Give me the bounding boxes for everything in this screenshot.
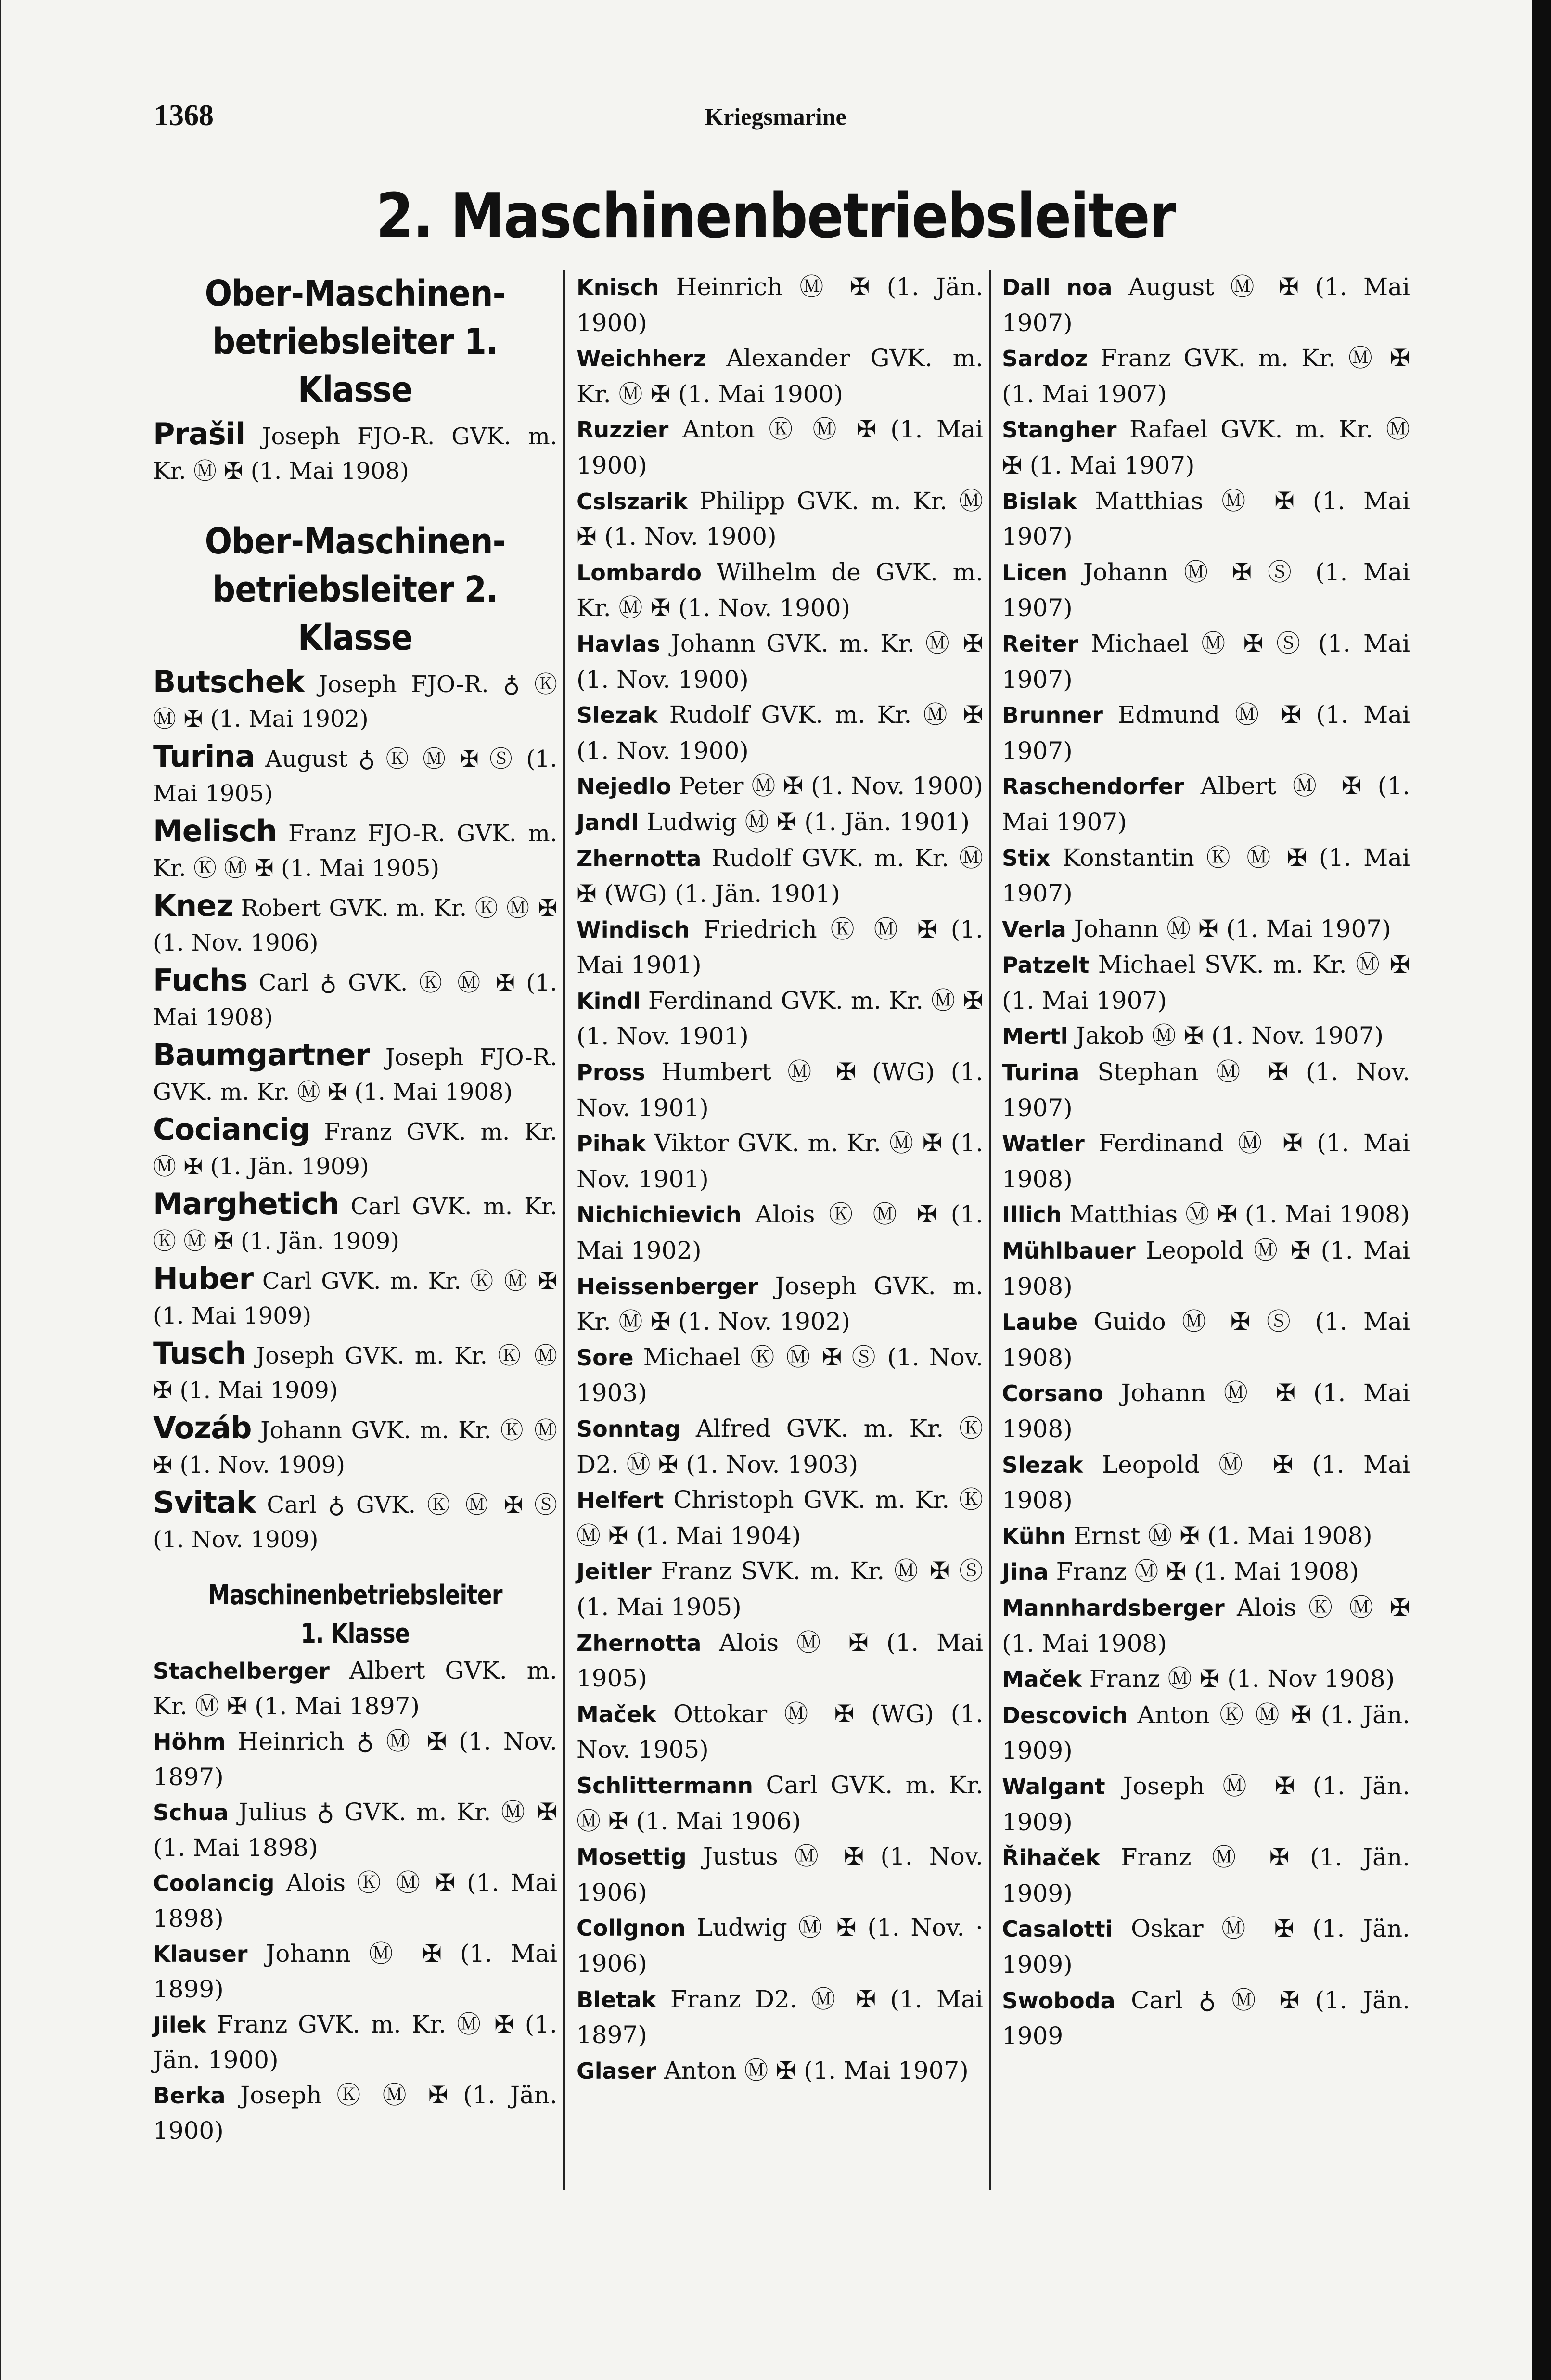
rank-heading-line: betriebsleiter 1. Klasse bbox=[212, 321, 498, 411]
entry-name: Sardoz bbox=[1002, 346, 1088, 372]
entry-name: Nichichievich bbox=[577, 1202, 742, 1228]
list-entry bbox=[1002, 1769, 1410, 1840]
column-divider bbox=[989, 270, 991, 2190]
entry-details: Julius ♁ GVK. m. Kr. Ⓜ ✠ (1. Mai 1898) bbox=[153, 1798, 557, 1862]
entry-name: Havlas bbox=[577, 630, 660, 657]
entry-name: Huber bbox=[153, 1261, 254, 1296]
list-entry bbox=[153, 1112, 557, 1184]
entry-name: Ruzzier bbox=[577, 417, 669, 443]
entry-details: Alexander GVK. m. Kr. Ⓜ ✠ (1. Mai 1900) bbox=[577, 344, 983, 408]
entry-name: Mosettig bbox=[577, 1844, 687, 1870]
list-entry bbox=[1002, 1304, 1410, 1376]
list-entry bbox=[577, 1340, 983, 1411]
entry-name: Höhm bbox=[153, 1729, 226, 1755]
entry-name: Stachelberger bbox=[153, 1658, 330, 1684]
entry-details: Franz FJO-R. GVK. m. Kr. Ⓚ Ⓜ ✠ (1. Mai 1905) bbox=[153, 820, 558, 882]
list-entry bbox=[1002, 1197, 1410, 1233]
section-title: 2. Maschinenbetriebsleiter bbox=[376, 180, 1175, 252]
entry-name: Glaser bbox=[577, 2058, 656, 2084]
list-entry bbox=[577, 1625, 983, 1697]
entry-details: Ottokar Ⓜ ✠ (WG) (1. Nov. 1905) bbox=[577, 1699, 983, 1764]
entry-details: Humbert Ⓜ ✠ (WG) (1. Nov. 1901) bbox=[577, 1058, 983, 1122]
list-entry bbox=[1002, 626, 1410, 697]
entry-name: Slezak bbox=[577, 702, 658, 729]
entry-details: Ferdinand Ⓜ ✠ (1. Mai 1908) bbox=[1002, 1129, 1410, 1193]
entry-name: Mannhardsberger bbox=[1002, 1595, 1225, 1621]
list-entry bbox=[153, 2007, 557, 2078]
rank-heading-line: Ober-Maschinen- bbox=[205, 521, 506, 562]
entry-details: Alois Ⓚ Ⓜ ✠ (1. Mai 1908) bbox=[1002, 1593, 1410, 1658]
entry-name: Weichherz bbox=[577, 346, 706, 372]
list-entry bbox=[577, 1697, 983, 1768]
entry-details: August ♁ Ⓚ Ⓜ ✠ Ⓢ (1. Mai 1905) bbox=[153, 746, 557, 807]
rank-group-list bbox=[153, 1653, 557, 2148]
entry-details: Viktor GVK. m. Kr. Ⓜ ✠ (1. Nov. 1901) bbox=[577, 1129, 983, 1193]
rank-heading bbox=[190, 1576, 521, 1653]
entry-name: Klauser bbox=[153, 1941, 248, 1967]
entry-details: Alois Ⓚ Ⓜ ✠ (1. Mai 1898) bbox=[153, 1869, 557, 1932]
list-entry bbox=[1002, 1983, 1410, 2054]
entry-details: Anton Ⓚ Ⓜ ✠ (1. Mai 1900) bbox=[577, 415, 983, 479]
entry-name: Slezak bbox=[1002, 1452, 1083, 1478]
entry-details: Wilhelm de GVK. m. Kr. Ⓜ ✠ (1. Nov. 1900) bbox=[577, 558, 983, 622]
rank-heading-line: Maschinenbetriebsleiter bbox=[208, 1580, 502, 1611]
list-entry bbox=[577, 1411, 983, 1482]
entry-details: Johann Ⓜ ✠ (1. Mai 1899) bbox=[153, 1940, 557, 2003]
entry-details: Joseph GVK. m. Kr. Ⓚ Ⓜ ✠ (1. Mai 1909) bbox=[153, 1342, 557, 1404]
entry-name: Vozáb bbox=[153, 1410, 252, 1445]
entry-name: Turina bbox=[1002, 1059, 1080, 1086]
entry-details: Franz D2. Ⓜ ✠ (1. Mai 1897) bbox=[577, 1985, 983, 2049]
list-entry bbox=[577, 626, 983, 697]
entry-details: Philipp GVK. m. Kr. Ⓜ ✠ (1. Nov. 1900) bbox=[577, 487, 983, 551]
entry-details: Franz SVK. m. Kr. Ⓜ ✠ Ⓢ (1. Mai 1905) bbox=[577, 1557, 983, 1621]
entry-name: Jeitler bbox=[577, 1558, 652, 1585]
list-entry bbox=[1002, 1661, 1410, 1698]
entry-details: Albert Ⓜ ✠ (1. Mai 1907) bbox=[1002, 772, 1410, 836]
entry-details: Stephan Ⓜ ✠ (1. Nov. 1907) bbox=[1002, 1058, 1410, 1122]
list-entry bbox=[577, 270, 983, 341]
entry-name: Mühlbauer bbox=[1002, 1238, 1136, 1264]
entry-details: Justus Ⓜ ✠ (1. Nov. 1906) bbox=[577, 1842, 983, 1906]
entry-details: Alfred GVK. m. Kr. Ⓚ D2. Ⓜ ✠ (1. Nov. 1903) bbox=[577, 1415, 983, 1479]
entry-details: Edmund Ⓜ ✠ (1. Mai 1907) bbox=[1002, 701, 1410, 765]
entry-details: Carl ♁ GVK. Ⓚ Ⓜ ✠ Ⓢ (1. Nov. 1909) bbox=[153, 1492, 557, 1553]
entry-name: Stangher bbox=[1002, 417, 1117, 443]
list-entry bbox=[1002, 1233, 1410, 1304]
list-entry bbox=[577, 805, 983, 841]
entry-name: Descovich bbox=[1002, 1702, 1128, 1728]
entry-name: Maček bbox=[1002, 1666, 1082, 1693]
entry-details: Joseph FJO-R. GVK. m. Kr. Ⓜ ✠ (1. Mai 1908) bbox=[153, 1044, 557, 1106]
entry-details: Anton Ⓚ Ⓜ ✠ (1. Jän. 1909) bbox=[1002, 1700, 1410, 1765]
list-entry bbox=[1002, 412, 1410, 483]
entry-name: Tusch bbox=[153, 1336, 246, 1371]
entry-details: Alois Ⓚ Ⓜ ✠ (1. Mai 1902) bbox=[577, 1200, 983, 1265]
entry-details: Joseph FJO-R. ♁ Ⓚ Ⓜ ✠ (1. Mai 1902) bbox=[153, 671, 557, 733]
rank-heading-line: Ober-Maschinen- bbox=[205, 273, 506, 314]
entry-name: Bletak bbox=[577, 1986, 656, 2013]
entry-details: Carl ♁ Ⓜ ✠ (1. Jän. 1909 bbox=[1002, 1986, 1410, 2050]
list-entry bbox=[577, 1768, 983, 1839]
entry-details: Franz Ⓜ ✠ (1. Mai 1908) bbox=[1056, 1557, 1359, 1586]
entry-name: Raschendorfer bbox=[1002, 773, 1184, 800]
list-entry bbox=[577, 769, 983, 805]
entry-details: Anton Ⓜ ✠ (1. Mai 1907) bbox=[664, 2056, 969, 2084]
list-entry bbox=[1002, 341, 1410, 412]
rank-heading bbox=[173, 517, 537, 662]
entry-name: Casalotti bbox=[1002, 1916, 1113, 1943]
entry-details: Albert GVK. m. Kr. Ⓜ ✠ (1. Mai 1897) bbox=[153, 1657, 557, 1720]
list-entry bbox=[153, 1187, 557, 1259]
entry-name: Reiter bbox=[1002, 630, 1078, 657]
column-2 bbox=[577, 270, 983, 2089]
list-entry bbox=[153, 1653, 557, 1724]
entry-details: Johann GVK. m. Kr. Ⓜ ✠ (1. Nov. 1900) bbox=[577, 629, 983, 694]
entry-details: Konstantin Ⓚ Ⓜ ✠ (1. Mai 1907) bbox=[1002, 843, 1410, 908]
entry-name: Laube bbox=[1002, 1309, 1078, 1336]
list-entry bbox=[1002, 1018, 1410, 1055]
column-divider bbox=[563, 270, 565, 2190]
list-entry bbox=[1002, 1126, 1410, 1197]
list-entry bbox=[577, 412, 983, 483]
entry-name: Licen bbox=[1002, 559, 1068, 586]
entry-details: August Ⓜ ✠ (1. Mai 1907) bbox=[1002, 273, 1410, 337]
entry-details: Guido Ⓜ ✠ Ⓢ (1. Mai 1908) bbox=[1002, 1308, 1410, 1372]
entry-details: Franz GVK. m. Kr. Ⓜ ✠ (1. Jän. 1909) bbox=[153, 1119, 558, 1180]
entry-name: Jandl bbox=[577, 809, 639, 836]
entry-details: Leopold Ⓜ ✠ (1. Mai 1908) bbox=[1002, 1450, 1410, 1515]
list-entry bbox=[1002, 484, 1410, 555]
entry-details: Franz Ⓜ ✠ (1. Jän. 1909) bbox=[1002, 1843, 1410, 1907]
list-entry bbox=[577, 1910, 983, 1981]
entry-details: Peter Ⓜ ✠ (1. Nov. 1900) bbox=[679, 772, 983, 800]
entry-details: Michael SVK. m. Kr. Ⓜ ✠ (1. Mai 1907) bbox=[1002, 951, 1410, 1015]
entry-details: Oskar Ⓜ ✠ (1. Jän. 1909) bbox=[1002, 1915, 1410, 1979]
entry-name: Maček bbox=[577, 1701, 656, 1727]
scan-edge-right bbox=[1532, 0, 1551, 2380]
entry-name: Swoboda bbox=[1002, 1987, 1115, 2014]
rank-heading-line: betriebsleiter 2. Klasse bbox=[212, 569, 498, 658]
entry-name: Zhernotta bbox=[577, 1630, 702, 1656]
entry-details: Franz GVK. m. Kr. Ⓜ ✠ (1. Mai 1907) bbox=[1002, 344, 1410, 408]
column-3 bbox=[1002, 270, 1410, 2054]
list-entry bbox=[153, 1795, 557, 1865]
list-entry bbox=[577, 341, 983, 412]
list-entry bbox=[153, 814, 557, 886]
list-entry bbox=[153, 1261, 557, 1333]
entry-name: Schlittermann bbox=[577, 1772, 754, 1799]
list-entry bbox=[1002, 1376, 1410, 1447]
list-entry bbox=[1002, 840, 1410, 912]
entry-name: Watler bbox=[1002, 1131, 1085, 1157]
entry-details: Matthias Ⓜ ✠ (1. Mai 1908) bbox=[1069, 1200, 1410, 1229]
entry-name: Cslszarik bbox=[577, 488, 688, 515]
entry-name: Coolancig bbox=[153, 1870, 275, 1896]
entry-name: Collgnon bbox=[577, 1915, 686, 1942]
entry-details: Franz Ⓜ ✠ (1. Nov 1908) bbox=[1089, 1665, 1395, 1693]
entry-details: Rudolf GVK. m. Kr. Ⓜ ✠ (1. Nov. 1900) bbox=[577, 701, 983, 765]
entry-name: Jilek bbox=[153, 2012, 206, 2038]
list-entry bbox=[1002, 270, 1410, 341]
list-entry bbox=[153, 1038, 557, 1109]
list-entry bbox=[1002, 947, 1410, 1018]
entry-name: Helfert bbox=[577, 1487, 664, 1514]
list-entry bbox=[577, 1482, 983, 1554]
list-entry bbox=[1002, 697, 1410, 769]
entry-name: Nejedlo bbox=[577, 773, 671, 800]
entry-name: Berka bbox=[153, 2083, 226, 2109]
list-entry bbox=[577, 1055, 983, 1126]
list-entry bbox=[153, 739, 557, 811]
entry-name: Pross bbox=[577, 1059, 645, 1086]
entry-name: Illich bbox=[1002, 1202, 1062, 1228]
list-entry bbox=[1002, 1698, 1410, 1769]
entry-details: Joseph GVK. m. Kr. Ⓜ ✠ (1. Nov. 1902) bbox=[577, 1272, 983, 1336]
entry-name: Lombardo bbox=[577, 559, 702, 586]
rank-group-list bbox=[153, 665, 557, 1557]
entry-details: Ludwig Ⓜ ✠ (1. Nov. · 1906) bbox=[577, 1914, 983, 1978]
entry-details: Johann Ⓜ ✠ (1. Mai 1908) bbox=[1002, 1379, 1410, 1443]
list-entry bbox=[153, 963, 557, 1035]
entry-name: Jina bbox=[1002, 1559, 1049, 1585]
list-entry bbox=[1002, 1447, 1410, 1518]
entry-name: Pihak bbox=[577, 1131, 646, 1157]
list-entry bbox=[1002, 769, 1410, 840]
entry-name: Heissenberger bbox=[577, 1273, 758, 1299]
entry-details: Michael Ⓚ Ⓜ ✠ Ⓢ (1. Nov. 1903) bbox=[577, 1343, 983, 1407]
entry-details: Alois Ⓜ ✠ (1. Mai 1905) bbox=[577, 1628, 983, 1693]
entry-details: Ernst Ⓜ ✠ (1. Mai 1908) bbox=[1074, 1521, 1372, 1550]
list-entry bbox=[153, 2078, 557, 2148]
list-entry bbox=[577, 1269, 983, 1340]
list-entry bbox=[1002, 1911, 1410, 1982]
entry-details: Heinrich ♁ Ⓜ ✠ (1. Nov. 1897) bbox=[153, 1727, 557, 1791]
entry-name: Turina bbox=[153, 739, 255, 774]
entry-details: Ferdinand GVK. m. Kr. Ⓜ ✠ (1. Nov. 1901) bbox=[577, 986, 983, 1051]
entry-name: Svitak bbox=[153, 1485, 256, 1520]
list-entry bbox=[1002, 1840, 1410, 1911]
entry-name: Sore bbox=[577, 1344, 634, 1371]
entry-name: Mertl bbox=[1002, 1023, 1068, 1050]
entry-name: Kühn bbox=[1002, 1523, 1066, 1549]
list-entry bbox=[577, 1197, 983, 1268]
entry-name: Kindl bbox=[577, 988, 641, 1014]
entry-name: Knisch bbox=[577, 274, 659, 300]
list-entry bbox=[577, 555, 983, 626]
entry-details: Christoph GVK. m. Kr. Ⓚ Ⓜ ✠ (1. Mai 1904) bbox=[577, 1486, 983, 1550]
entry-details: Franz GVK. m. Kr. Ⓜ ✠ (1. Jän. 1900) bbox=[153, 2010, 557, 2074]
list-entry bbox=[153, 1336, 557, 1408]
list-entry bbox=[577, 2053, 983, 2089]
list-entry bbox=[153, 1865, 557, 1936]
list-entry bbox=[153, 417, 557, 489]
entry-name: Knez bbox=[153, 888, 233, 923]
list-entry bbox=[577, 841, 983, 912]
entry-name: Verla bbox=[1002, 916, 1066, 942]
entry-name: Dall noa bbox=[1002, 274, 1113, 300]
list-entry bbox=[153, 1936, 557, 2007]
entry-name: Windisch bbox=[577, 916, 690, 943]
entry-name: Bislak bbox=[1002, 488, 1077, 515]
list-entry bbox=[577, 484, 983, 555]
entry-details: Johann GVK. m. Kr. Ⓚ Ⓜ ✠ (1. Nov. 1909) bbox=[153, 1417, 557, 1479]
entry-details: Joseph Ⓜ ✠ (1. Jän. 1909) bbox=[1002, 1772, 1410, 1836]
entry-name: Prašil bbox=[153, 416, 245, 451]
entry-name: Melisch bbox=[153, 813, 277, 849]
entry-details: Carl GVK. m. Kr. Ⓜ ✠ (1. Mai 1906) bbox=[577, 1771, 983, 1835]
list-entry bbox=[577, 912, 983, 983]
list-entry bbox=[153, 1485, 557, 1557]
rank-group-list bbox=[153, 417, 557, 489]
entry-details: Johann Ⓜ ✠ Ⓢ (1. Mai 1907) bbox=[1002, 558, 1410, 622]
entry-name: Zhernotta bbox=[577, 845, 702, 872]
scan-edge-left bbox=[0, 0, 1, 2380]
entry-name: Stix bbox=[1002, 845, 1051, 871]
spacer bbox=[153, 489, 557, 517]
column-1 bbox=[153, 270, 557, 2148]
rank-heading-line: 1. Klasse bbox=[300, 1618, 410, 1649]
list-entry bbox=[153, 665, 557, 736]
list-entry bbox=[1002, 1518, 1410, 1555]
list-entry bbox=[1002, 1055, 1410, 1126]
running-title: Kriegsmarine bbox=[705, 103, 846, 130]
list-entry bbox=[153, 1724, 557, 1795]
entry-details: Matthias Ⓜ ✠ (1. Mai 1907) bbox=[1002, 487, 1410, 551]
entry-name: Baumgartner bbox=[153, 1037, 370, 1072]
running-header bbox=[154, 99, 1397, 142]
entry-name: Corsano bbox=[1002, 1380, 1103, 1407]
entry-details: Leopold Ⓜ ✠ (1. Mai 1908) bbox=[1002, 1236, 1410, 1300]
entry-name: Butschek bbox=[153, 664, 305, 699]
list-entry bbox=[1002, 555, 1410, 626]
entry-details: Joseph FJO-R. GVK. m. Kr. Ⓜ ✠ (1. Mai 1908) bbox=[153, 423, 557, 485]
entry-name: Schua bbox=[153, 1800, 229, 1826]
list-entry bbox=[1002, 912, 1410, 948]
entry-details: Rafael GVK. m. Kr. Ⓜ ✠ (1. Mai 1907) bbox=[1002, 415, 1410, 479]
page-number: 1368 bbox=[154, 99, 214, 132]
entry-name: Řihaček bbox=[1002, 1845, 1101, 1871]
entry-name: Patzelt bbox=[1002, 952, 1090, 978]
entry-details: Robert GVK. m. Kr. Ⓚ Ⓜ ✠ (1. Nov. 1906) bbox=[153, 895, 557, 956]
entry-name: Sonntag bbox=[577, 1416, 681, 1442]
list-entry bbox=[577, 697, 983, 769]
list-entry bbox=[577, 1982, 983, 2053]
entry-details: Johann Ⓜ ✠ (1. Mai 1907) bbox=[1074, 914, 1391, 943]
entry-details: Joseph Ⓚ Ⓜ ✠ (1. Jän. 1900) bbox=[153, 2081, 557, 2145]
entry-details: Rudolf GVK. m. Kr. Ⓜ ✠ (WG) (1. Jän. 1901) bbox=[577, 844, 983, 908]
list-entry bbox=[577, 983, 983, 1055]
list-entry bbox=[153, 888, 557, 960]
list-entry bbox=[577, 1126, 983, 1197]
entry-name: Cociancig bbox=[153, 1112, 310, 1147]
entry-name: Marghetich bbox=[153, 1186, 339, 1222]
list-entry bbox=[1002, 1590, 1410, 1661]
list-entry bbox=[577, 1554, 983, 1625]
list-entry bbox=[153, 1411, 557, 1482]
entry-details: Friedrich Ⓚ Ⓜ ✠ (1. Mai 1901) bbox=[577, 915, 983, 979]
entry-details: Jakob Ⓜ ✠ (1. Nov. 1907) bbox=[1076, 1022, 1384, 1050]
entry-details: Carl ♁ GVK. Ⓚ Ⓜ ✠ (1. Mai 1908) bbox=[153, 969, 557, 1031]
entry-details: Michael Ⓜ ✠ Ⓢ (1. Mai 1907) bbox=[1002, 629, 1410, 694]
entry-details: Carl GVK. m. Kr. Ⓚ Ⓜ ✠ (1. Jän. 1909) bbox=[153, 1193, 557, 1255]
rank-heading bbox=[173, 270, 537, 414]
list-entry bbox=[1002, 1554, 1410, 1590]
entry-details: Carl GVK. m. Kr. Ⓚ Ⓜ ✠ (1. Mai 1909) bbox=[153, 1268, 557, 1329]
entry-name: Fuchs bbox=[153, 963, 248, 998]
list-entry bbox=[577, 1839, 983, 1910]
entry-name: Brunner bbox=[1002, 702, 1103, 729]
entry-details: Ludwig Ⓜ ✠ (1. Jän. 1901) bbox=[646, 808, 970, 836]
entry-details: Heinrich Ⓜ ✠ (1. Jän. 1900) bbox=[577, 273, 983, 337]
entry-name: Walgant bbox=[1002, 1773, 1105, 1800]
